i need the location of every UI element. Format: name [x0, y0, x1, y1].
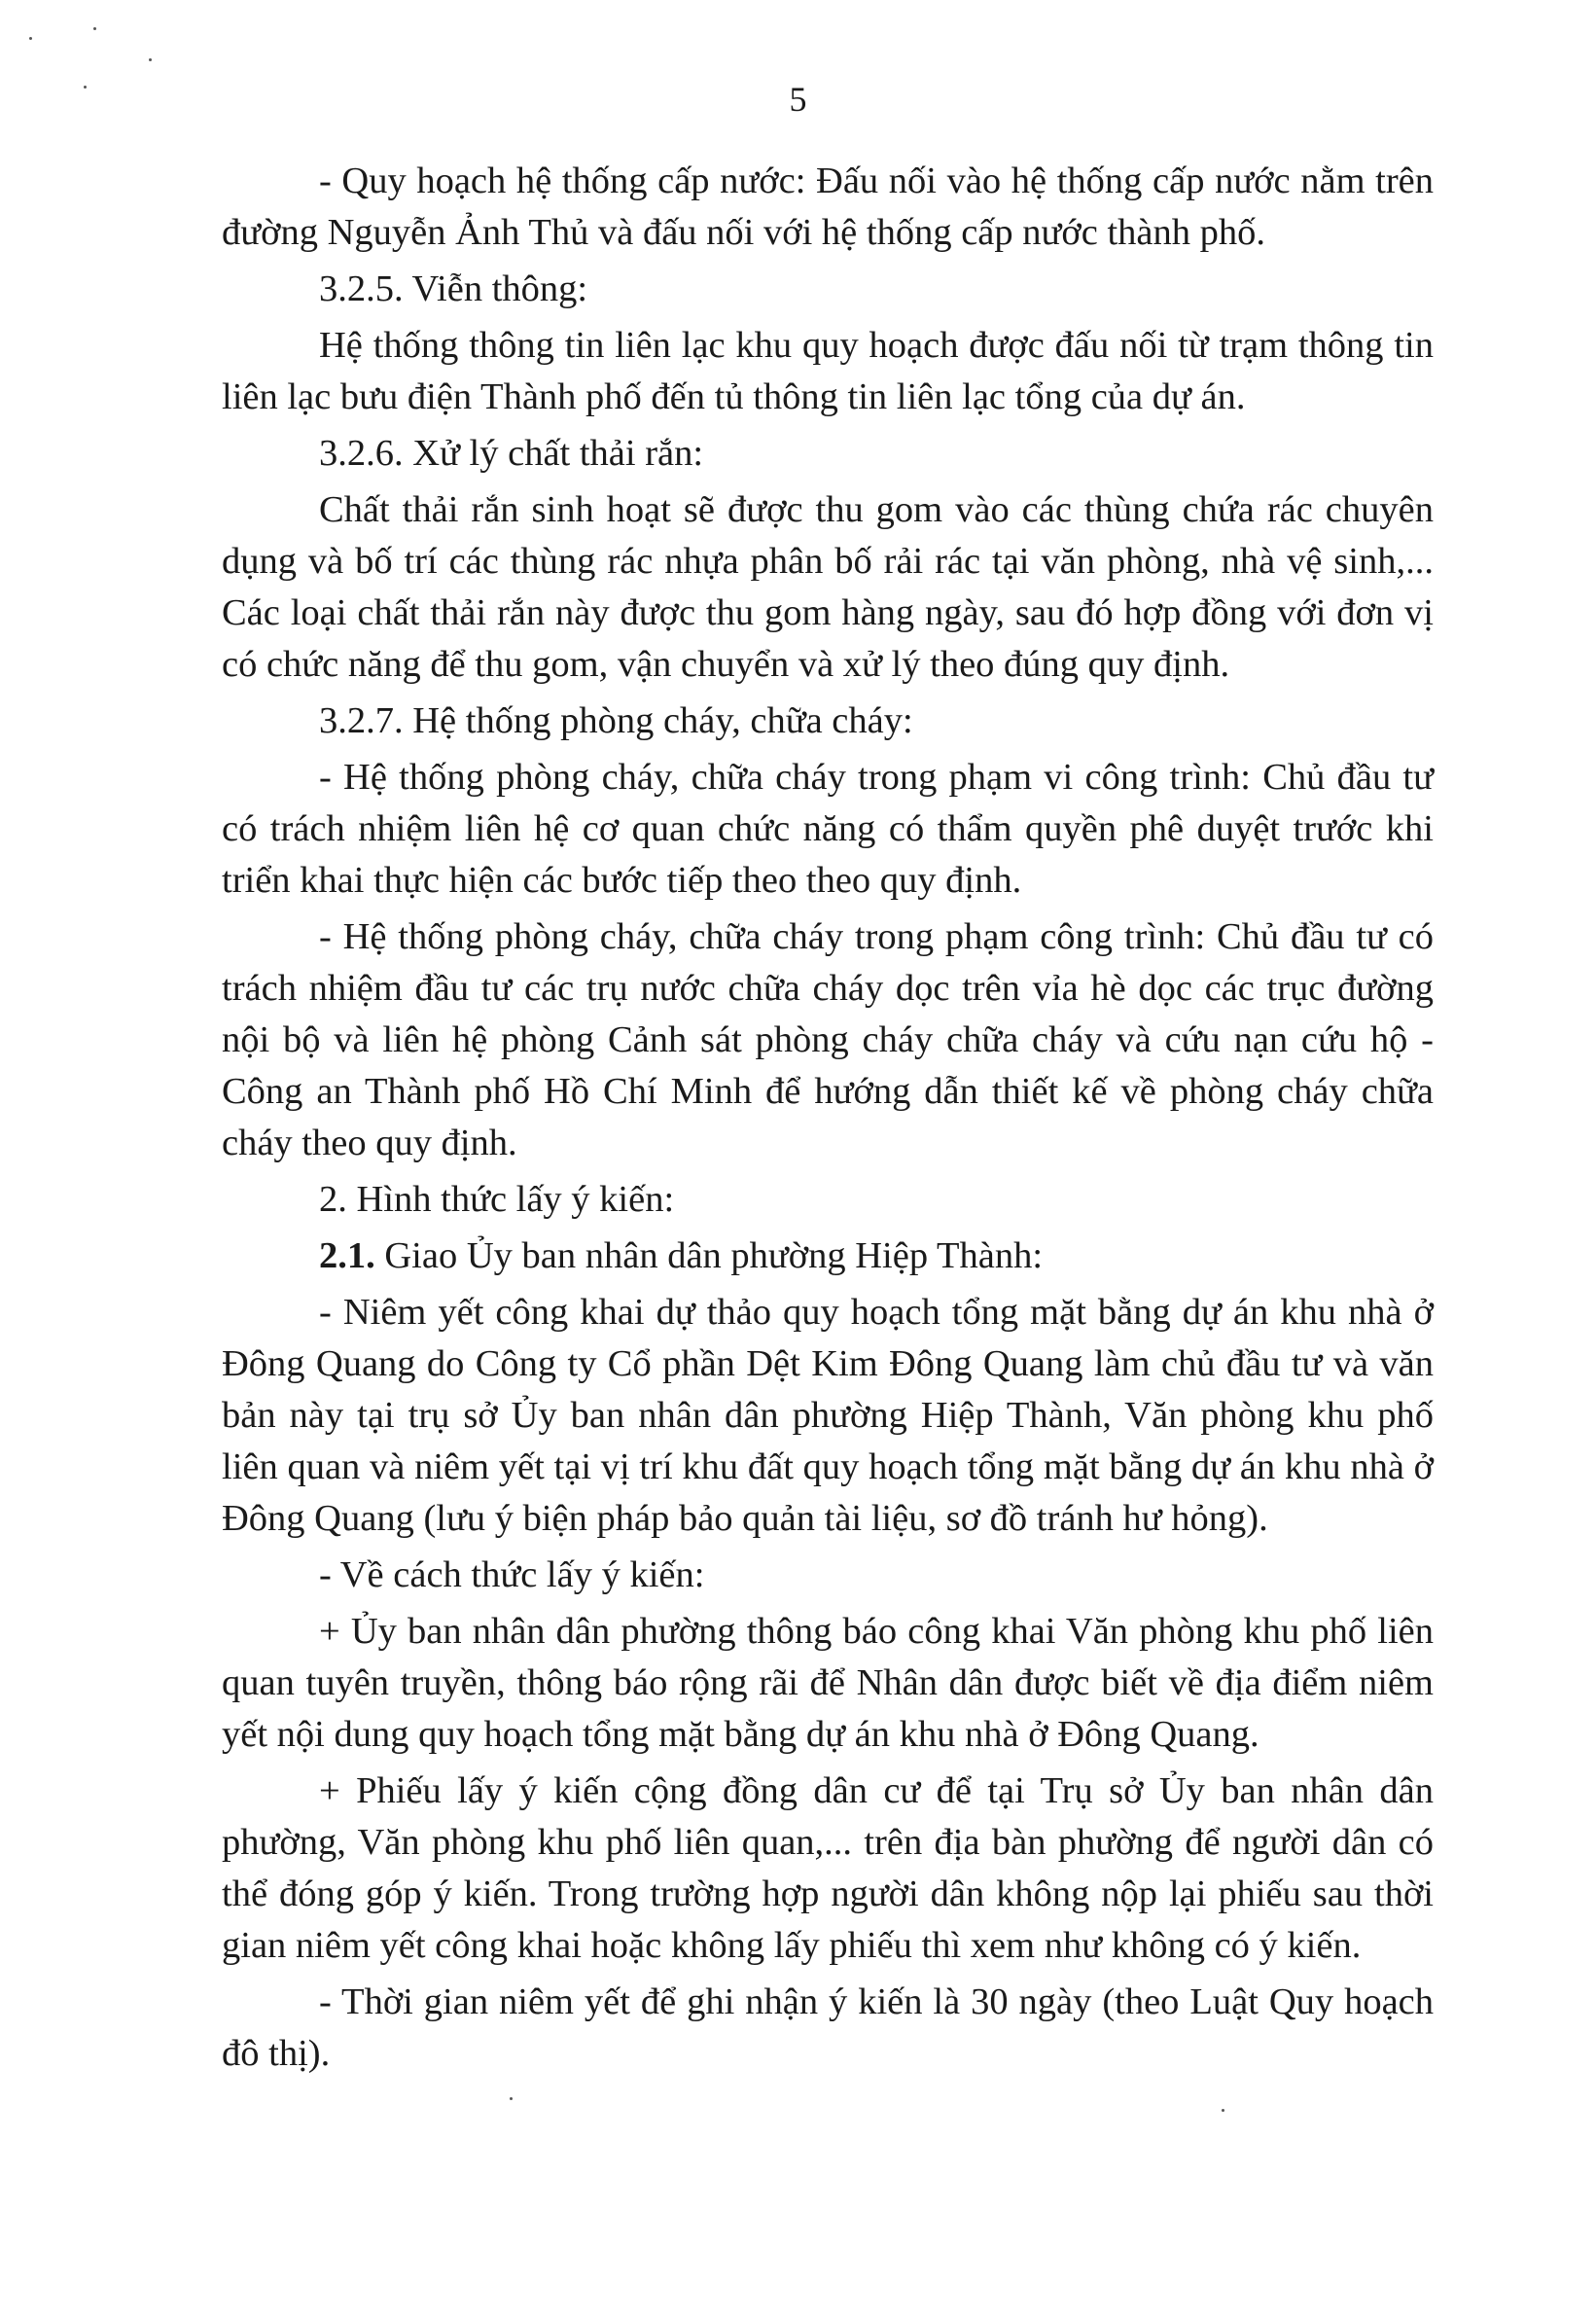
scan-speck — [93, 27, 96, 30]
section-heading-consultation-form: 2. Hình thức lấy ý kiến: — [319, 1179, 675, 1220]
section-number: 2.1. — [319, 1235, 375, 1276]
paragraph-fire-protection-works: - Hệ thống phòng cháy, chữa cháy trong phạm công trình: Chủ đầu tư có trách nhiệm đầu tư các trụ nước chữa cháy dọc trên vỉa hè dọc các trục đường nội bộ và liên hệ phòng Cảnh sát phòng cháy chữa cháy và cứu nạn cứu hộ - Công an Thành phố Hồ Chí Minh để hướng dẫn thiết kế về phòng cháy chữa cháy theo quy định. — [222, 916, 1434, 1163]
paragraph-public-posting: - Niêm yết công khai dự thảo quy hoạch tổng mặt bằng dự án khu nhà ở Đông Quang do Công ty Cổ phần Dệt Kim Đông Quang làm chủ đầu tư và văn bản này tại trụ sở Ủy ban nhân dân phường Hiệp Thành, Văn phòng khu phố liên quan và niêm yết tại vị trí khu đất quy hoạch tổng mặt bằng dự án khu nhà ở Đông Quang (lưu ý biện pháp bảo quản tài liệu, sơ đồ tránh hư hỏng). — [222, 1292, 1434, 1539]
document-body — [222, 156, 1434, 2080]
paragraph-opinion-form: + Phiếu lấy ý kiến cộng đồng dân cư để tại Trụ sở Ủy ban nhân dân phường, Văn phòng khu phố liên quan,... trên địa bàn phường để người dân có thể đóng góp ý kiến. Trong trường hợp người dân không nộp lại phiếu sau thời gian niêm yết công khai hoặc không lấy phiếu thì xem như không có ý kiến. — [222, 1770, 1434, 1966]
paragraph-water-supply: - Quy hoạch hệ thống cấp nước: Đấu nối vào hệ thống cấp nước nằm trên đường Nguyễn Ảnh Thủ và đấu nối với hệ thống cấp nước thành phố. — [222, 161, 1434, 253]
paragraph-telecom: Hệ thống thông tin liên lạc khu quy hoạch được đấu nối từ trạm thông tin liên lạc bưu điện Thành phố đến tủ thông tin liên lạc tổng của dự án. — [222, 325, 1434, 417]
paragraph-method-heading: - Về cách thức lấy ý kiến: — [319, 1554, 705, 1595]
scan-speck — [149, 58, 152, 61]
section-heading-text: Giao Ủy ban nhân dân phường Hiệp Thành: — [374, 1235, 1044, 1276]
scan-speck — [29, 37, 32, 40]
section-heading-solid-waste: 3.2.6. Xử lý chất thải rắn: — [319, 433, 704, 474]
scan-speck — [1222, 2109, 1224, 2112]
section-heading-fire-protection: 3.2.7. Hệ thống phòng cháy, chữa cháy: — [319, 700, 913, 741]
paragraph-ward-announcement: + Ủy ban nhân dân phường thông báo công khai Văn phòng khu phố liên quan tuyên truyền, thông báo rộng rãi để Nhân dân được biết về địa điểm niêm yết nội dung quy hoạch tổng mặt bằng dự án khu nhà ở Đông Quang. — [222, 1611, 1434, 1755]
paragraph-fire-protection-scope: - Hệ thống phòng cháy, chữa cháy trong phạm vi công trình: Chủ đầu tư có trách nhiệm liên hệ cơ quan chức năng có thẩm quyền phê duyệt trước khi triển khai thực hiện các bước tiếp theo theo quy định. — [222, 757, 1434, 901]
page-number: 5 — [789, 80, 807, 119]
paragraph-posting-duration: - Thời gian niêm yết để ghi nhận ý kiến là 30 ngày (theo Luật Quy hoạch đô thị). — [222, 1981, 1434, 2074]
section-heading-ward-committee — [222, 1231, 1434, 1282]
scan-speck — [510, 2097, 513, 2100]
paragraph-solid-waste: Chất thải rắn sinh hoạt sẽ được thu gom vào các thùng chứa rác chuyên dụng và bố trí các thùng rác nhựa phân bố rải rác tại văn phòng, nhà vệ sinh,... Các loại chất thải rắn này được thu gom hàng ngày, sau đó hợp đồng với đơn vị có chức năng để thu gom, vận chuyển và xử lý theo đúng quy định. — [222, 489, 1434, 685]
section-heading-telecom: 3.2.5. Viễn thông: — [319, 268, 588, 309]
